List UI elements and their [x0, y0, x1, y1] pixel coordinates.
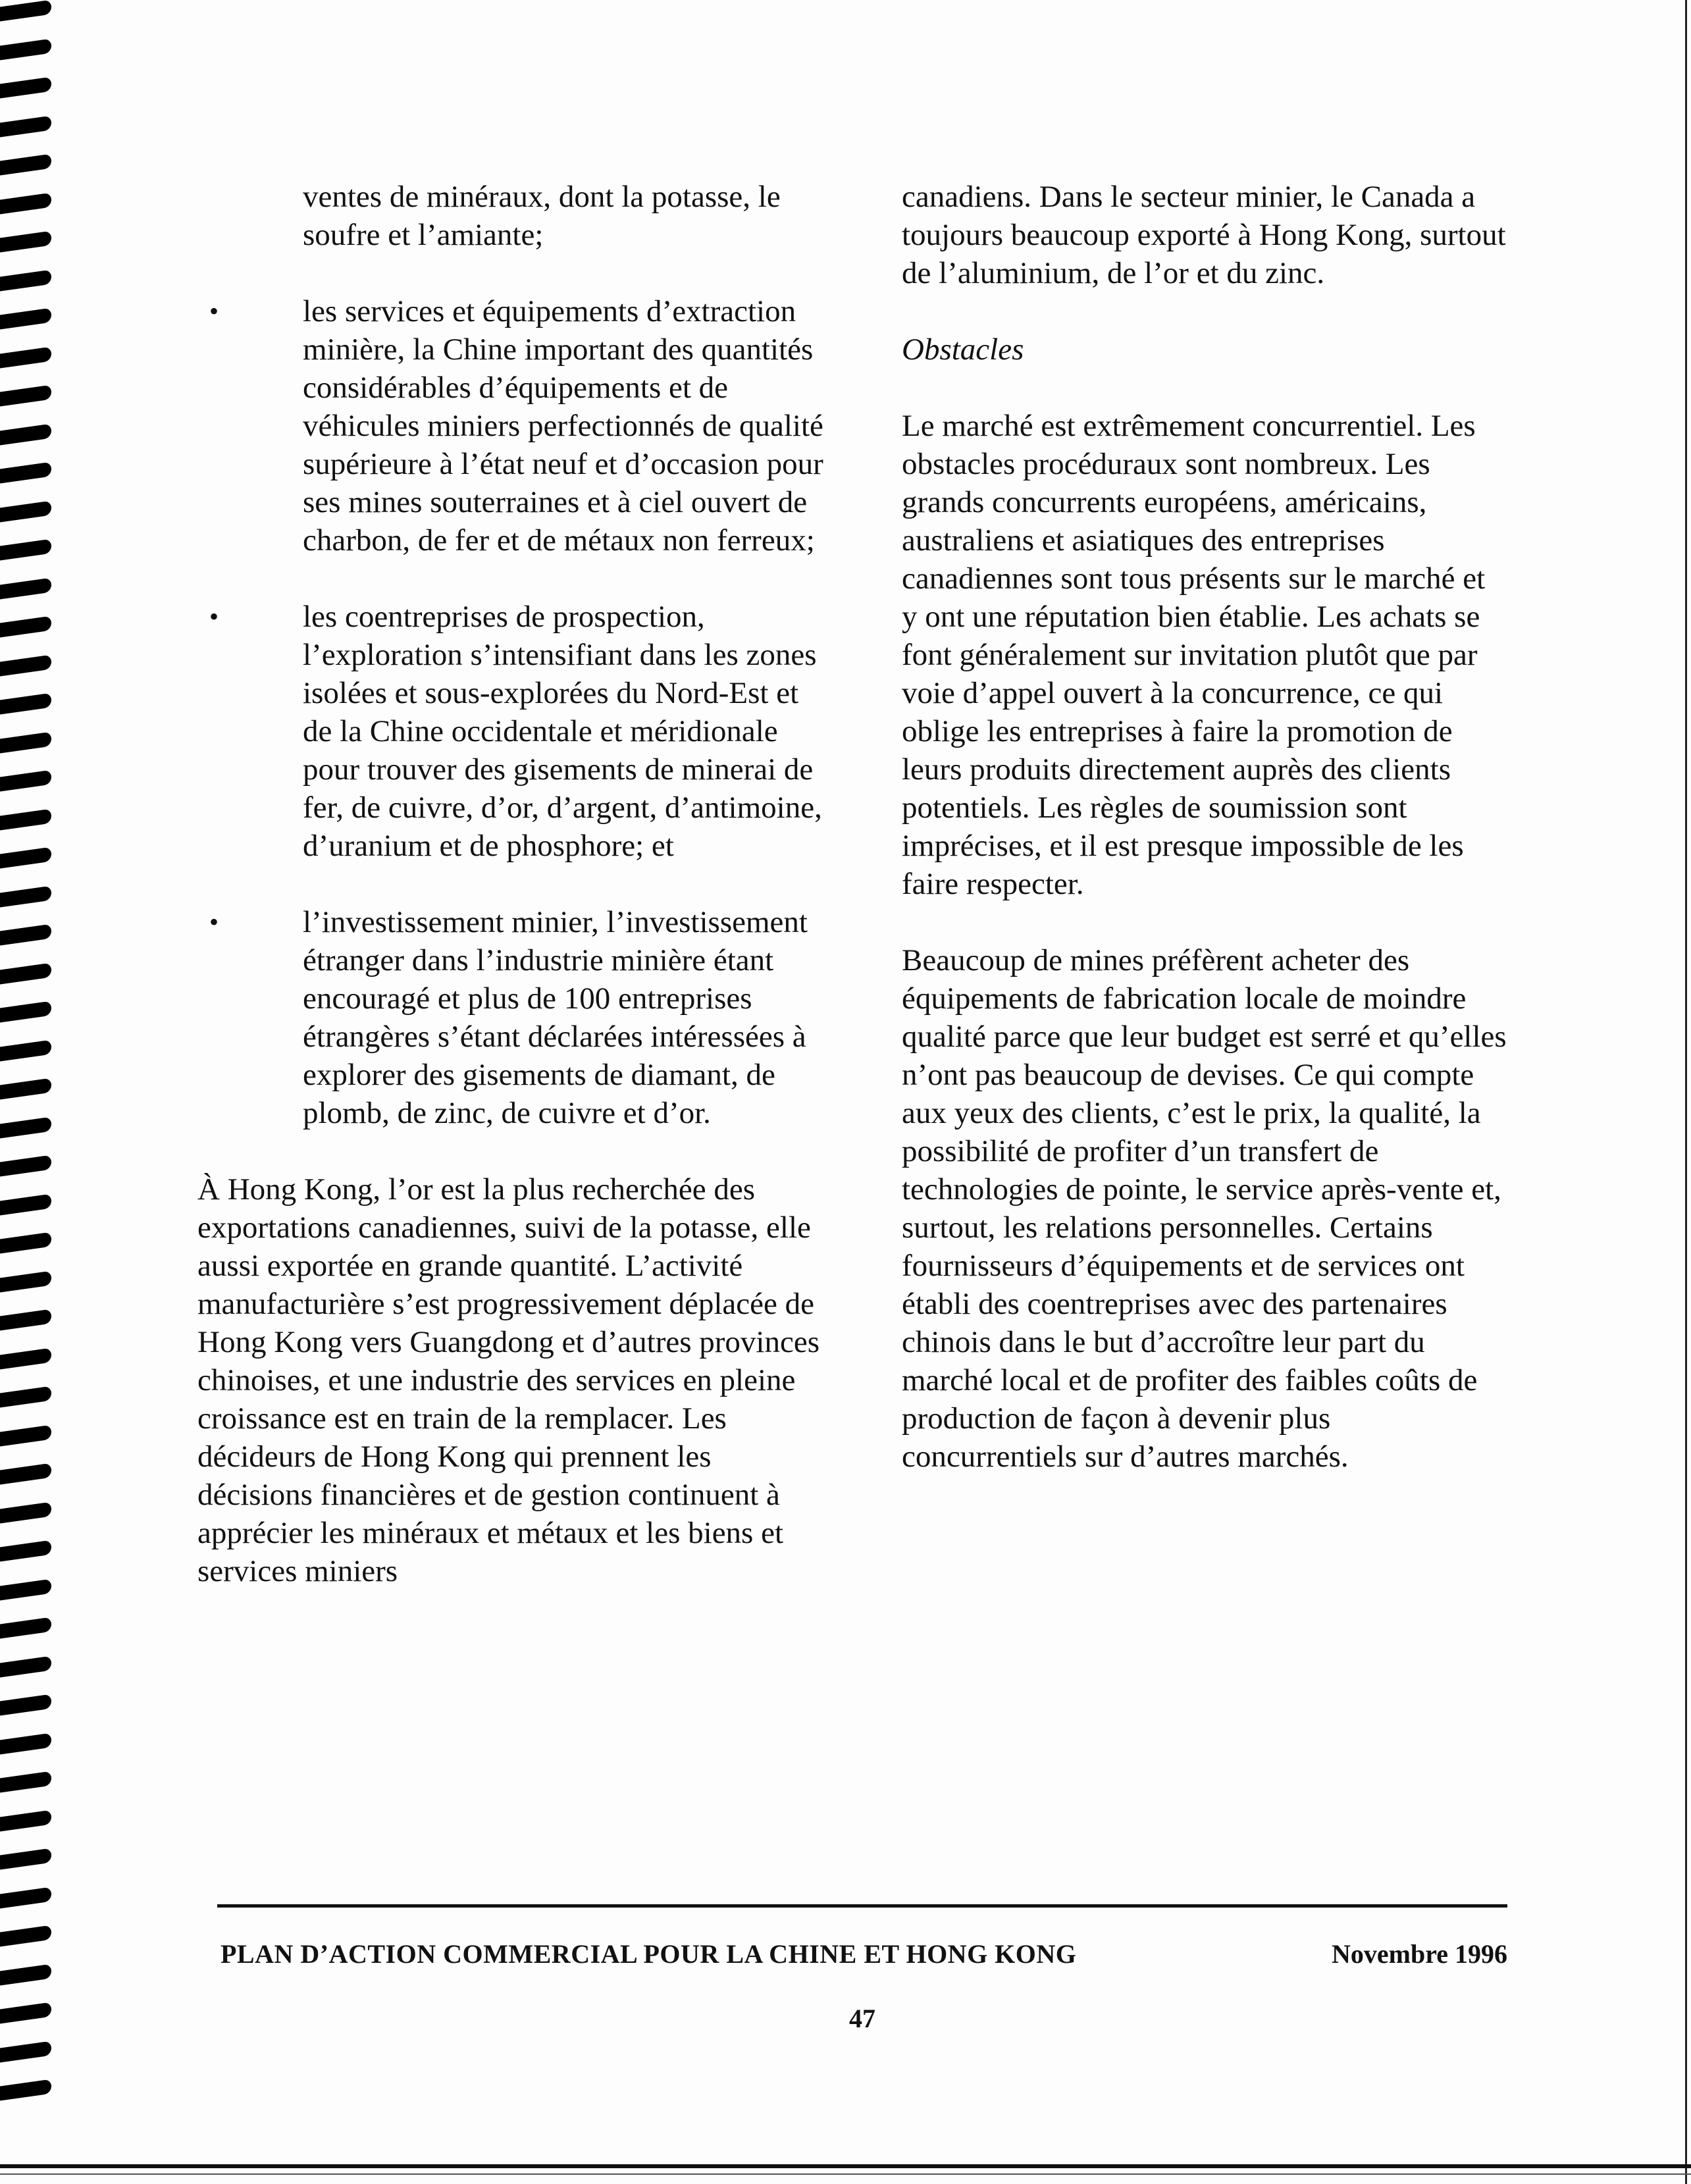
hong-kong-paragraph: À Hong Kong, l’or est la plus recherchée des exportations canadiennes, suivi de la potasse, elle aussi exportée en grande quantité. L’activité manufacturière s’est progressivement déplacée de Hong Kong vers Guangdong et d’autres provinces chinoises, et une industrie des services en pleine croissance est en train de la remplacer. Les décideurs de Hong Kong qui prennent les décisions financières et de gestion continuent à apprécier les minéraux et métaux et les biens et services miniers	[197, 1172, 820, 1588]
binding-ring	[0, 693, 51, 715]
binding-ring	[0, 38, 51, 60]
obstacles-paragraph-1: Le marché est extrêmement concurrentiel. Les obstacles procéduraux sont nombreux. Les grands concurrents européens, américains, australiens et asiatiques des entreprises canadiennes sont tous présents sur le marché et y ont une réputation bien établie. Les achats se font généralement sur invitation plutôt que par voie d’appel ouvert à la concurrence, ce qui oblige les entreprises à faire la promotion de leurs produits directement auprès des clients potentiels. Les règles de soumission sont imprécises, et il est presque impossible de les faire respecter.	[902, 409, 1486, 901]
bullet-text: les services et équipements d’extraction minière, la Chine important des quantités considérables d’équipements et de véhicules miniers perfectionnés de qualité supérieure à l’état neuf et d’occasion pour ses mines souterraines et à ciel ouvert de charbon, de fer et de métaux non ferreux;	[303, 294, 823, 558]
binding-ring	[0, 2079, 51, 2101]
binding-ring	[0, 1501, 51, 1523]
binding-ring	[0, 1925, 51, 1947]
binding-ring	[0, 1578, 51, 1600]
binding-ring	[0, 1309, 51, 1331]
binding-ring	[0, 924, 51, 946]
bullet-text: l’investissement minier, l’investissement étranger dans l’industrie minière étant encouragé et plus de 100 entreprises étrangères s’étant déclarées intéressées à explorer des gisements de diamant, de plomb, de zinc, de cuivre et d’or.	[303, 905, 808, 1130]
binding-ring	[0, 308, 51, 330]
binding-ring	[0, 269, 51, 291]
binding-ring	[0, 1270, 51, 1292]
binding-ring	[0, 1809, 51, 1831]
binding-ring	[0, 654, 51, 676]
binding-ring	[0, 1540, 51, 1562]
binding-ring	[0, 1771, 51, 1793]
binding-ring	[0, 616, 51, 638]
binding-ring	[0, 2041, 51, 2062]
binding-ring	[0, 1617, 51, 1639]
binding-ring	[0, 1424, 51, 1446]
left-column	[197, 178, 829, 1628]
footer-date: Novembre 1996	[1332, 1939, 1507, 1969]
footer-document-title: PLAN D’ACTION COMMERCIAL POUR LA CHINE ET HONG KONG	[221, 1939, 1077, 1969]
page-bottom-edge	[0, 2164, 1691, 2168]
binding-ring	[0, 885, 51, 907]
binding-ring	[0, 1655, 51, 1677]
binding-ring	[0, 1193, 51, 1215]
bullet-text: les coentreprises de prospection, l’exploration s’intensifiant dans les zones isolées et sous-explorées du Nord-Est et de la Chine occidentale et méridionale pour trouver des gisements de minerai de fer, de cuivre, d’or, d’argent, d’antimoine, d’uranium et de phosphore; et	[303, 600, 822, 863]
page-right-edge	[1685, 0, 1687, 2184]
section-heading-obstacles: Obstacles	[902, 332, 1024, 367]
binding-ring	[0, 577, 51, 599]
binding-ring	[0, 808, 51, 830]
bullet-item-mining-investment	[197, 903, 829, 1132]
binding-ring	[0, 192, 51, 214]
binding-ring	[0, 231, 51, 253]
right-continuation-text: canadiens. Dans le secteur minier, le Canada a toujours beaucoup exporté à Hong Kong, surtout de l’aluminium, de l’or et du zinc.	[902, 180, 1506, 290]
right-column	[902, 178, 1507, 1514]
bullet-item-mining-services	[197, 292, 829, 559]
binding-ring	[0, 2002, 51, 2024]
binding-ring	[0, 1732, 51, 1754]
obstacles-paragraph-2: Beaucoup de mines préfèrent acheter des équipements de fabrication locale de moindre qualité parce que leur budget est serré et qu’elles n’ont pas beaucoup de devises. Ce qui compte aux yeux des clients, c’est le prix, la qualité, la possibilité de profiter d’un transfert de technologies de pointe, le service après-vente et, surtout, les relations personnelles. Certains fournisseurs d’équipements et de services ont établi des coentreprises avec des partenaires chinois dans le but d’accroître leur part du marché local et de profiter des faibles coûts de production de façon à devenir plus concurrentiels sur d’autres marchés.	[902, 943, 1507, 1474]
binding-ring	[0, 1232, 51, 1254]
bullet-icon: •	[209, 296, 219, 326]
binding-ring	[0, 1386, 51, 1408]
binding-ring	[0, 462, 51, 484]
binding-ring	[0, 1463, 51, 1485]
binding-ring	[0, 346, 51, 368]
binding-ring	[0, 1886, 51, 1908]
binding-ring	[0, 1347, 51, 1369]
bullet-item-joint-ventures	[197, 598, 829, 865]
binding-ring	[0, 1039, 51, 1061]
binding-ring	[0, 962, 51, 984]
binding-ring	[0, 1848, 51, 1870]
binding-ring	[0, 1001, 51, 1023]
left-continuation-text: ventes de minéraux, dont la potasse, le soufre et l’amiante;	[303, 180, 781, 252]
binding-ring	[0, 115, 51, 137]
binding-ring	[0, 1078, 51, 1100]
binding-ring	[0, 731, 51, 753]
binding-ring	[0, 770, 51, 792]
binding-ring	[0, 423, 51, 445]
bullet-icon: •	[209, 907, 219, 937]
binding-ring	[0, 1963, 51, 1985]
binding-ring	[0, 539, 51, 561]
binding-ring	[0, 385, 51, 407]
page-bottom-edge-shadow	[0, 2173, 1691, 2175]
bullet-icon: •	[209, 602, 219, 631]
binding-ring	[0, 847, 51, 869]
binding-ring	[0, 0, 51, 21]
binding-ring	[0, 1694, 51, 1716]
binding-ring	[0, 1116, 51, 1138]
binding-ring	[0, 154, 51, 176]
footer-divider	[217, 1904, 1507, 1908]
binding-ring	[0, 77, 51, 99]
page-number: 47	[849, 2004, 875, 2033]
binding-ring	[0, 500, 51, 522]
binding-ring	[0, 1155, 51, 1177]
spiral-binding	[0, 0, 59, 2126]
